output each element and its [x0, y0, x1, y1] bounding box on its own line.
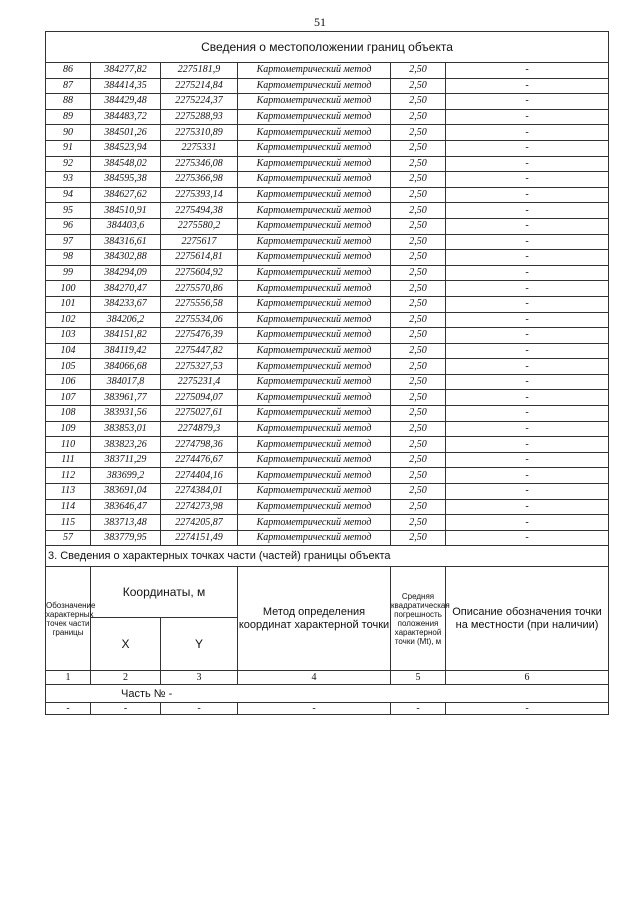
coordinates-header: Координаты, м: [91, 567, 238, 618]
error-value: 2,50: [391, 484, 446, 500]
table-row: [46, 250, 609, 266]
empty-cell: -: [391, 703, 446, 715]
error-value: 2,50: [391, 359, 446, 375]
description: -: [446, 140, 609, 156]
method: Картометрический метод: [238, 234, 391, 250]
point-number: 111: [46, 452, 91, 468]
error-value: 2,50: [391, 94, 446, 110]
point-number: 102: [46, 312, 91, 328]
error-value: 2,50: [391, 499, 446, 515]
table-row: [46, 452, 609, 468]
x-coordinate: 384277,82: [91, 63, 161, 79]
error-value: 2,50: [391, 156, 446, 172]
x-coordinate: 384119,42: [91, 343, 161, 359]
column-number: 1: [46, 671, 91, 685]
table-row: [46, 265, 609, 281]
description: -: [446, 312, 609, 328]
error-value: 2,50: [391, 281, 446, 297]
table-row: [46, 343, 609, 359]
method: Картометрический метод: [238, 390, 391, 406]
method: Картометрический метод: [238, 421, 391, 437]
error-value: 2,50: [391, 452, 446, 468]
point-number: 87: [46, 78, 91, 94]
table-row: [46, 421, 609, 437]
x-coordinate: 384302,88: [91, 250, 161, 266]
point-number: 92: [46, 156, 91, 172]
point-number: 93: [46, 172, 91, 188]
point-number: 91: [46, 140, 91, 156]
table-row: [46, 437, 609, 453]
error-value: 2,50: [391, 296, 446, 312]
table-row: [46, 187, 609, 203]
table-row: [46, 296, 609, 312]
point-number: 88: [46, 94, 91, 110]
error-value: 2,50: [391, 172, 446, 188]
error-value: 2,50: [391, 78, 446, 94]
point-number: 94: [46, 187, 91, 203]
column-number: 2: [91, 671, 161, 685]
y-coordinate: 2274798,36: [161, 437, 238, 453]
table-row: [46, 156, 609, 172]
table-row: [46, 63, 609, 79]
method: Картометрический метод: [238, 94, 391, 110]
point-number: 108: [46, 406, 91, 422]
x-coordinate: 384270,47: [91, 281, 161, 297]
description: -: [446, 468, 609, 484]
y-coordinate: 2275614,81: [161, 250, 238, 266]
table-row: [46, 172, 609, 188]
error-value: 2,50: [391, 63, 446, 79]
error-value: 2,50: [391, 515, 446, 531]
description: -: [446, 499, 609, 515]
point-number: 104: [46, 343, 91, 359]
x-coordinate: 383779,95: [91, 530, 161, 546]
table-row: [46, 218, 609, 234]
y-coordinate: 2274404,16: [161, 468, 238, 484]
method: Картометрический метод: [238, 328, 391, 344]
y-coordinate: 2275027,61: [161, 406, 238, 422]
x-coordinate: 383853,01: [91, 421, 161, 437]
point-number: 57: [46, 530, 91, 546]
column-number: 4: [238, 671, 391, 685]
y-coordinate: 2275617: [161, 234, 238, 250]
point-number: 110: [46, 437, 91, 453]
y-coordinate: 2274476,67: [161, 452, 238, 468]
method: Картометрический метод: [238, 468, 391, 484]
error-value: 2,50: [391, 343, 446, 359]
method: Картометрический метод: [238, 499, 391, 515]
col-point-designation-header: Обозначение характерных точек части границы: [46, 567, 91, 671]
error-value: 2,50: [391, 265, 446, 281]
table-row: [46, 312, 609, 328]
point-number: 103: [46, 328, 91, 344]
y-coordinate: 2275231,4: [161, 374, 238, 390]
description: -: [446, 484, 609, 500]
x-coordinate: 383711,29: [91, 452, 161, 468]
x-coordinate: 383646,47: [91, 499, 161, 515]
point-number: 114: [46, 499, 91, 515]
error-value: 2,50: [391, 140, 446, 156]
table-row: [46, 109, 609, 125]
y-coordinate: 2275346,08: [161, 156, 238, 172]
point-number: 109: [46, 421, 91, 437]
table-row: [46, 406, 609, 422]
empty-cell: -: [446, 703, 609, 715]
x-coordinate: 384483,72: [91, 109, 161, 125]
description: -: [446, 515, 609, 531]
method: Картометрический метод: [238, 484, 391, 500]
x-coordinate: 384595,38: [91, 172, 161, 188]
point-number: 97: [46, 234, 91, 250]
point-number: 99: [46, 265, 91, 281]
table-row: [46, 140, 609, 156]
error-value: 2,50: [391, 437, 446, 453]
point-number: 106: [46, 374, 91, 390]
section3-title: 3. Сведения о характерных точках части (частей) границы объекта: [46, 546, 609, 567]
description: -: [446, 374, 609, 390]
method: Картометрический метод: [238, 156, 391, 172]
point-number: 86: [46, 63, 91, 79]
y-coordinate: 2275331: [161, 140, 238, 156]
description: -: [446, 172, 609, 188]
table-row: [46, 281, 609, 297]
method: Картометрический метод: [238, 265, 391, 281]
error-value: 2,50: [391, 234, 446, 250]
method: Картометрический метод: [238, 374, 391, 390]
error-value: 2,50: [391, 530, 446, 546]
method: Картометрический метод: [238, 250, 391, 266]
x-header: X: [91, 618, 161, 671]
method: Картометрический метод: [238, 437, 391, 453]
point-number: 107: [46, 390, 91, 406]
y-coordinate: 2275327,53: [161, 359, 238, 375]
table-row: [46, 234, 609, 250]
y-coordinate: 2275288,93: [161, 109, 238, 125]
y-coordinate: 2275224,37: [161, 94, 238, 110]
description: -: [446, 265, 609, 281]
description: -: [446, 78, 609, 94]
method: Картометрический метод: [238, 359, 391, 375]
y-coordinate: 2274879,3: [161, 421, 238, 437]
table-row: [46, 374, 609, 390]
page-number: 51: [314, 15, 326, 29]
error-value: 2,50: [391, 187, 446, 203]
part-label: Часть № -: [46, 685, 609, 703]
y-coordinate: 2274384,01: [161, 484, 238, 500]
x-coordinate: 384548,02: [91, 156, 161, 172]
y-coordinate: 2275570,86: [161, 281, 238, 297]
table-row: [46, 94, 609, 110]
description: -: [446, 203, 609, 219]
method: Картометрический метод: [238, 172, 391, 188]
y-coordinate: 2275214,84: [161, 78, 238, 94]
x-coordinate: 383713,48: [91, 515, 161, 531]
method: Картометрический метод: [238, 203, 391, 219]
y-coordinate: 2275366,98: [161, 172, 238, 188]
method: Картометрический метод: [238, 296, 391, 312]
table-row: [46, 359, 609, 375]
description: -: [446, 218, 609, 234]
x-coordinate: 384151,82: [91, 328, 161, 344]
y-coordinate: 2275580,2: [161, 218, 238, 234]
point-number: 90: [46, 125, 91, 141]
description: -: [446, 281, 609, 297]
error-value: 2,50: [391, 468, 446, 484]
method: Картометрический метод: [238, 63, 391, 79]
description: -: [446, 63, 609, 79]
empty-cell: -: [46, 703, 91, 715]
description: -: [446, 406, 609, 422]
y-coordinate: 2275447,82: [161, 343, 238, 359]
x-coordinate: 383961,77: [91, 390, 161, 406]
x-coordinate: 384510,91: [91, 203, 161, 219]
point-number: 113: [46, 484, 91, 500]
table-row: [46, 468, 609, 484]
x-coordinate: 384501,26: [91, 125, 161, 141]
error-value: 2,50: [391, 218, 446, 234]
point-number: 115: [46, 515, 91, 531]
method: Картометрический метод: [238, 406, 391, 422]
column-number: 3: [161, 671, 238, 685]
description: -: [446, 156, 609, 172]
method: Картометрический метод: [238, 125, 391, 141]
y-coordinate: 2274273,98: [161, 499, 238, 515]
error-value: 2,50: [391, 250, 446, 266]
method: Картометрический метод: [238, 530, 391, 546]
method: Картометрический метод: [238, 218, 391, 234]
empty-cell: -: [238, 703, 391, 715]
y-coordinate: 2275604,92: [161, 265, 238, 281]
description: -: [446, 94, 609, 110]
x-coordinate: 384316,61: [91, 234, 161, 250]
x-coordinate: 384233,67: [91, 296, 161, 312]
x-coordinate: 384627,62: [91, 187, 161, 203]
description: -: [446, 234, 609, 250]
error-value: 2,50: [391, 390, 446, 406]
column-number: 5: [391, 671, 446, 685]
description: -: [446, 452, 609, 468]
column-number: 6: [446, 671, 609, 685]
y-coordinate: 2275094,07: [161, 390, 238, 406]
description: -: [446, 359, 609, 375]
description: -: [446, 530, 609, 546]
description: -: [446, 250, 609, 266]
x-coordinate: 383691,04: [91, 484, 161, 500]
y-coordinate: 2274151,49: [161, 530, 238, 546]
y-coordinate: 2275494,38: [161, 203, 238, 219]
error-value: 2,50: [391, 203, 446, 219]
x-coordinate: 384403,6: [91, 218, 161, 234]
point-number: 101: [46, 296, 91, 312]
y-coordinate: 2275181,9: [161, 63, 238, 79]
method: Картометрический метод: [238, 78, 391, 94]
y-coordinate: 2275476,39: [161, 328, 238, 344]
x-coordinate: 384017,8: [91, 374, 161, 390]
error-value: 2,50: [391, 421, 446, 437]
point-number: 89: [46, 109, 91, 125]
boundary-table: [45, 31, 609, 715]
table-row: [46, 499, 609, 515]
point-number: 95: [46, 203, 91, 219]
point-number: 105: [46, 359, 91, 375]
x-coordinate: 384066,68: [91, 359, 161, 375]
table-row: [46, 125, 609, 141]
method: Картометрический метод: [238, 281, 391, 297]
table-title: Сведения о местоположении границ объекта: [46, 32, 609, 63]
x-coordinate: 384294,09: [91, 265, 161, 281]
x-coordinate: 383931,56: [91, 406, 161, 422]
x-coordinate: 384414,35: [91, 78, 161, 94]
y-coordinate: 2275393,14: [161, 187, 238, 203]
y-coordinate: 2275310,89: [161, 125, 238, 141]
point-number: 100: [46, 281, 91, 297]
empty-cell: -: [91, 703, 161, 715]
table-row: [46, 328, 609, 344]
table-row: [46, 530, 609, 546]
error-value: 2,50: [391, 406, 446, 422]
x-coordinate: 384206,2: [91, 312, 161, 328]
y-coordinate: 2275534,06: [161, 312, 238, 328]
description-header: Описание обозначения точки на местности (при наличии): [446, 567, 609, 671]
table-row: [46, 390, 609, 406]
table-row: [46, 78, 609, 94]
error-value: 2,50: [391, 328, 446, 344]
error-header: Средняя квадратическая погрешность положения характерной точки (Mt), м: [391, 567, 446, 671]
method: Картометрический метод: [238, 343, 391, 359]
table-row: [46, 484, 609, 500]
x-coordinate: 384429,48: [91, 94, 161, 110]
error-value: 2,50: [391, 312, 446, 328]
empty-cell: -: [161, 703, 238, 715]
error-value: 2,50: [391, 125, 446, 141]
method: Картометрический метод: [238, 187, 391, 203]
error-value: 2,50: [391, 109, 446, 125]
y-header: Y: [161, 618, 238, 671]
x-coordinate: 384523,94: [91, 140, 161, 156]
point-number: 112: [46, 468, 91, 484]
table-row: [46, 515, 609, 531]
method: Картометрический метод: [238, 109, 391, 125]
description: -: [446, 437, 609, 453]
point-number: 98: [46, 250, 91, 266]
description: -: [446, 343, 609, 359]
description: -: [446, 421, 609, 437]
description: -: [446, 187, 609, 203]
method-header: Метод определения координат характерной точки: [238, 567, 391, 671]
y-coordinate: 2275556,58: [161, 296, 238, 312]
x-coordinate: 383823,26: [91, 437, 161, 453]
description: -: [446, 125, 609, 141]
error-value: 2,50: [391, 374, 446, 390]
method: Картометрический метод: [238, 312, 391, 328]
method: Картометрический метод: [238, 140, 391, 156]
description: -: [446, 109, 609, 125]
point-number: 96: [46, 218, 91, 234]
table-row: [46, 203, 609, 219]
description: -: [446, 328, 609, 344]
x-coordinate: 383699,2: [91, 468, 161, 484]
description: -: [446, 296, 609, 312]
method: Картометрический метод: [238, 515, 391, 531]
description: -: [446, 390, 609, 406]
y-coordinate: 2274205,87: [161, 515, 238, 531]
method: Картометрический метод: [238, 452, 391, 468]
